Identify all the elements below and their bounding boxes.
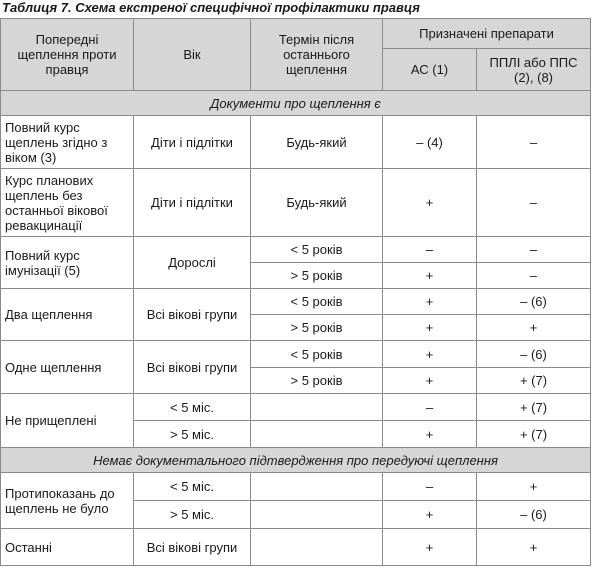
cell-as: – — [383, 237, 477, 263]
cell-previous: Протипоказань до щеплень не було — [1, 473, 134, 529]
cell-ppli: – — [477, 237, 591, 263]
cell-term-empty — [251, 473, 383, 501]
table-row — [1, 341, 591, 368]
cell-age: Діти і підлітки — [134, 116, 251, 169]
cell-term: Будь-який — [251, 169, 383, 237]
cell-term: > 5 років — [251, 315, 383, 341]
cell-ppli: + (7) — [477, 394, 591, 421]
cell-as: + — [383, 263, 477, 289]
cell-age: Всі вікові групи — [134, 289, 251, 341]
table-row — [1, 237, 591, 263]
section-no-documents: Немає документального підтвердження про передуючі щеплення — [1, 448, 591, 473]
table-row — [1, 394, 591, 421]
cell-as: + — [383, 341, 477, 368]
cell-ppli: + — [477, 529, 591, 566]
cell-as: + — [383, 501, 477, 529]
cell-as: + — [383, 169, 477, 237]
cell-term: < 5 років — [251, 341, 383, 368]
cell-ppli: – — [477, 116, 591, 169]
cell-term: > 5 років — [251, 263, 383, 289]
cell-term: < 5 років — [251, 289, 383, 315]
table-row — [1, 529, 591, 566]
cell-ppli: + — [477, 473, 591, 501]
cell-age: > 5 міс. — [134, 421, 251, 448]
cell-as: – — [383, 473, 477, 501]
cell-as: + — [383, 315, 477, 341]
cell-term-empty — [251, 529, 383, 566]
cell-ppli: + (7) — [477, 421, 591, 448]
cell-age: Дорослі — [134, 237, 251, 289]
cell-age: < 5 міс. — [134, 394, 251, 421]
cell-age: < 5 міс. — [134, 473, 251, 501]
cell-as: + — [383, 368, 477, 394]
cell-ppli: + — [477, 315, 591, 341]
cell-previous: Повний курс щеплень згідно з віком (3) — [1, 116, 134, 169]
header-as: АС (1) — [383, 49, 477, 91]
table-row — [1, 116, 591, 169]
cell-age: Діти і підлітки — [134, 169, 251, 237]
cell-previous: Останні — [1, 529, 134, 566]
cell-age: Всі вікові групи — [134, 529, 251, 566]
cell-term: < 5 років — [251, 237, 383, 263]
header-ppli: ППЛІ або ППС (2), (8) — [477, 49, 591, 91]
cell-previous: Не прищеплені — [1, 394, 134, 448]
cell-term: > 5 років — [251, 368, 383, 394]
cell-term-empty — [251, 394, 383, 421]
cell-term: Будь-який — [251, 116, 383, 169]
header-age: Вік — [134, 19, 251, 91]
cell-as: + — [383, 289, 477, 315]
cell-as: – (4) — [383, 116, 477, 169]
prophylaxis-table — [0, 18, 591, 566]
cell-ppli: – (6) — [477, 289, 591, 315]
table-row — [1, 169, 591, 237]
cell-previous: Два щеплення — [1, 289, 134, 341]
cell-ppli: + (7) — [477, 368, 591, 394]
cell-term-empty — [251, 501, 383, 529]
cell-previous: Повний курс імунізації (5) — [1, 237, 134, 289]
cell-age: Всі вікові групи — [134, 341, 251, 394]
section-documents-present: Документи про щеплення є — [1, 91, 591, 116]
cell-as: + — [383, 421, 477, 448]
cell-previous: Курс планових щеплень без останньої вікової ревакцинації — [1, 169, 134, 237]
table-caption: Таблиця 7. Схема екстреної специфічної профілактики правця — [2, 0, 420, 15]
cell-previous: Одне щеплення — [1, 341, 134, 394]
header-prescribed-drugs: Призначені препарати — [383, 19, 591, 49]
cell-ppli: – (6) — [477, 501, 591, 529]
cell-ppli: – — [477, 169, 591, 237]
cell-ppli: – (6) — [477, 341, 591, 368]
table-row — [1, 289, 591, 315]
cell-as: + — [383, 529, 477, 566]
cell-age: > 5 міс. — [134, 501, 251, 529]
table-row — [1, 473, 591, 501]
header-previous-vaccinations: Попередні щеплення проти правця — [1, 19, 134, 91]
cell-as: – — [383, 394, 477, 421]
cell-ppli: – — [477, 263, 591, 289]
cell-term-empty — [251, 421, 383, 448]
header-term: Термін після останнього щеплення — [251, 19, 383, 91]
